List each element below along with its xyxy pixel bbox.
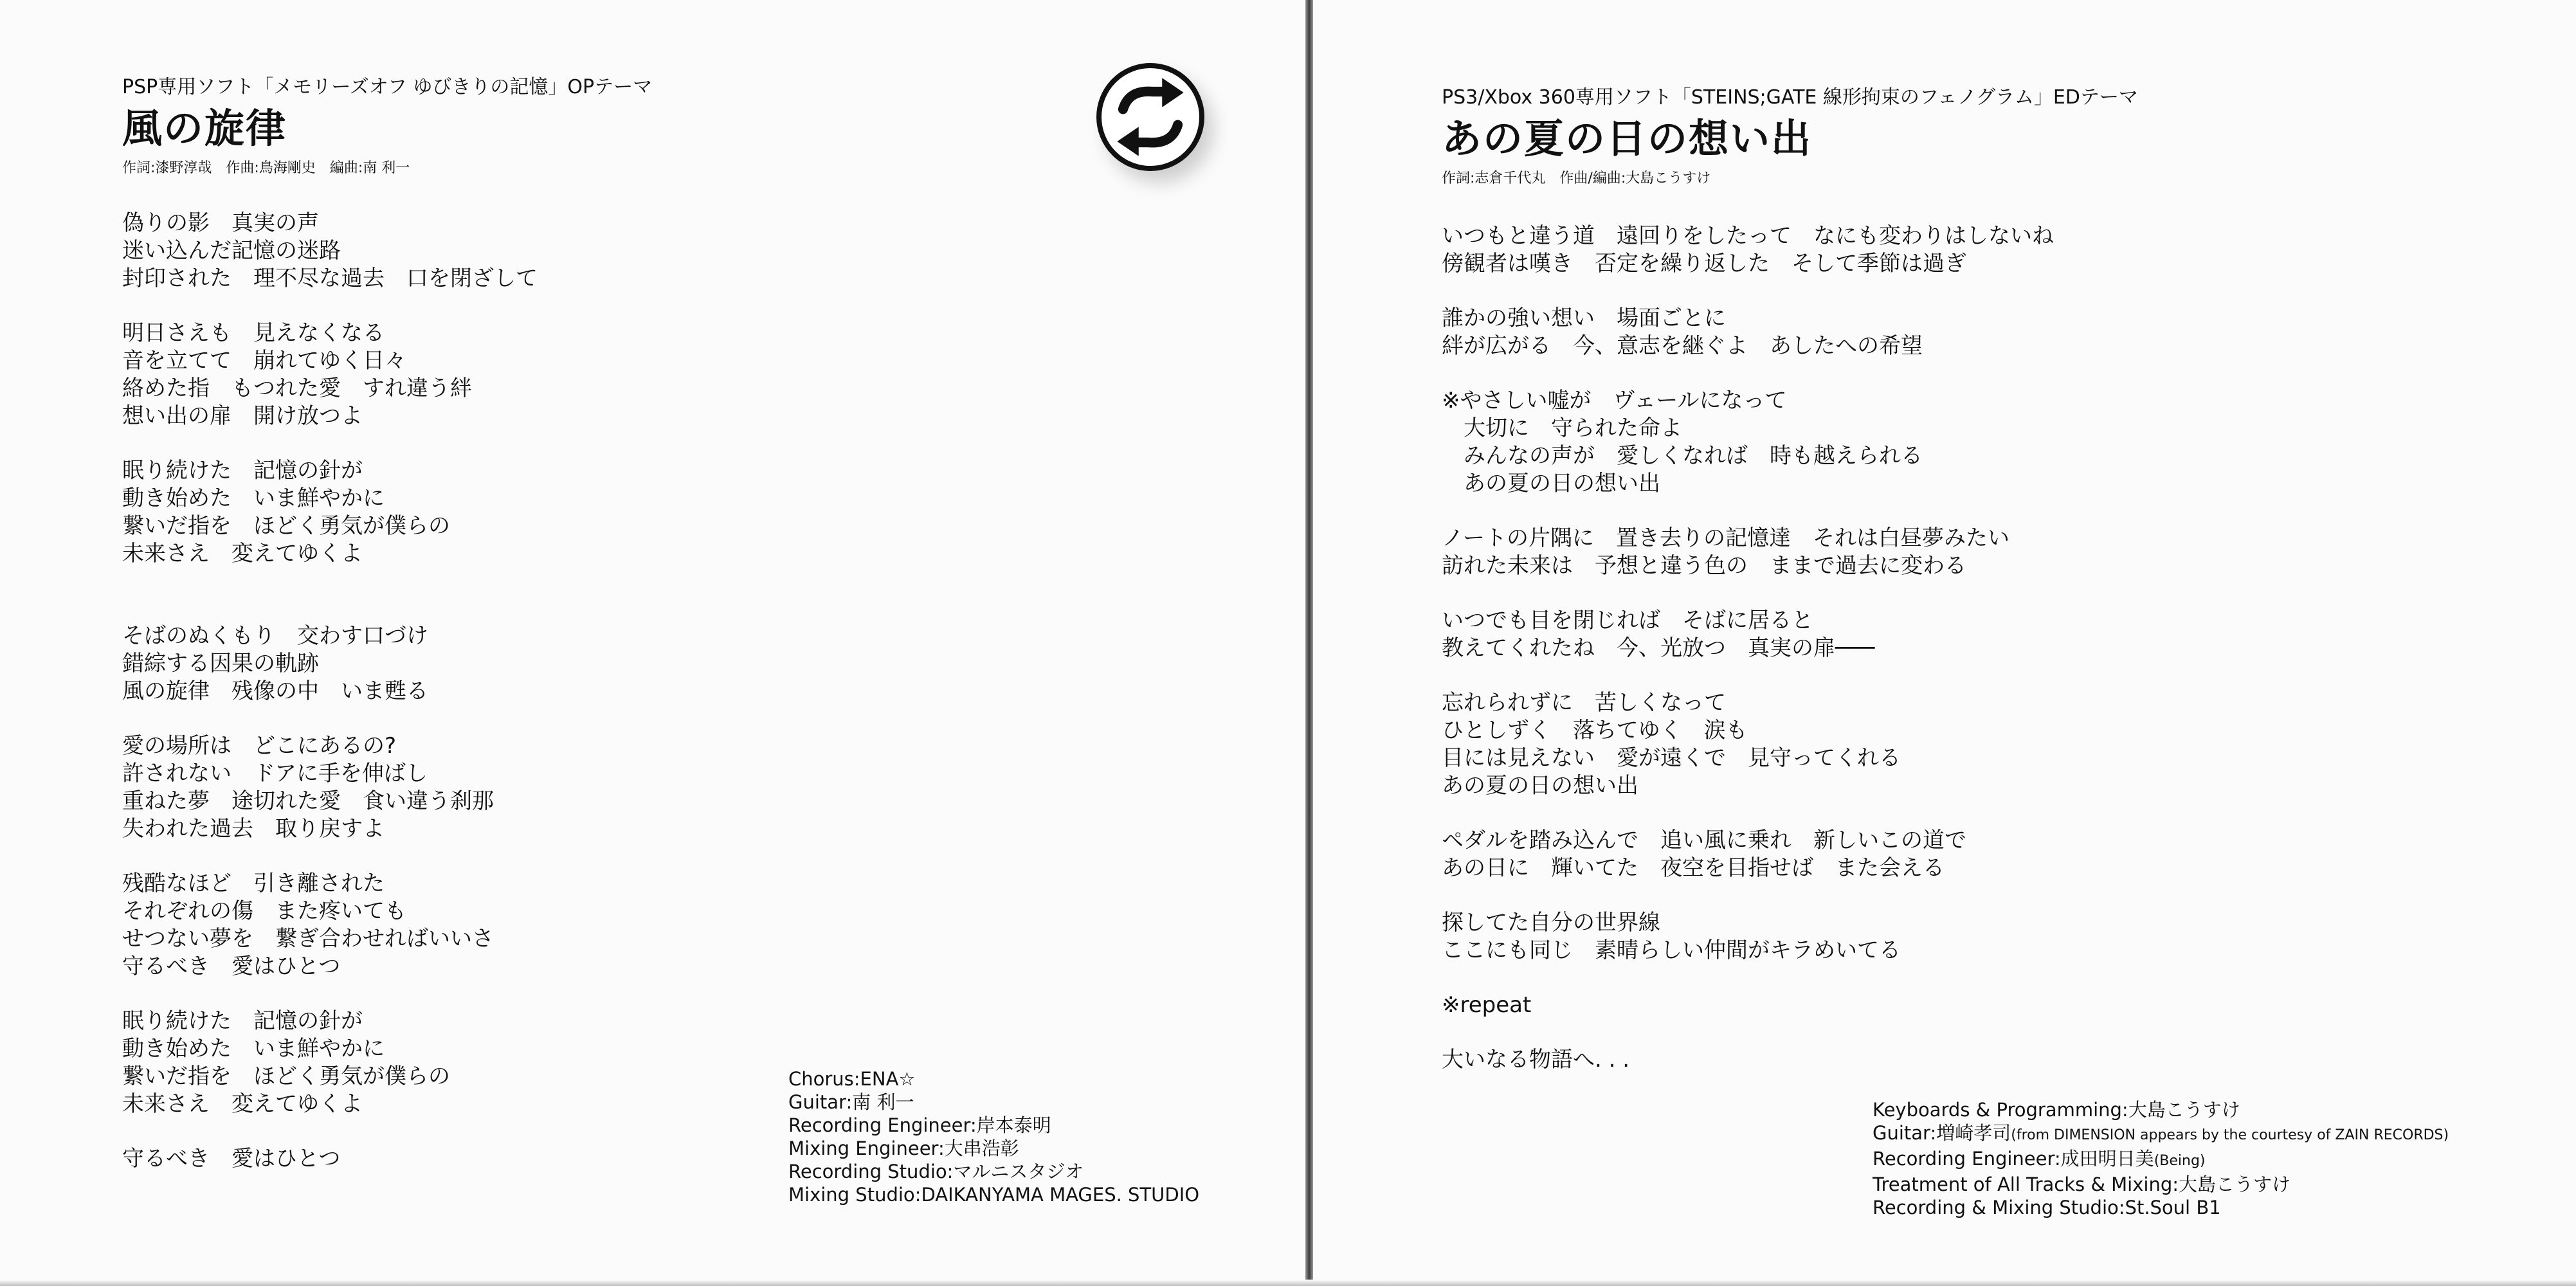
lyric-line: ひとしずく 落ちてゆく 涙も [1442, 718, 1748, 743]
left-staff-credits [788, 1067, 1199, 1206]
lyric-line: 失われた過去 取り戻すよ [122, 816, 385, 842]
lyrics-stanza [122, 732, 538, 843]
left-song-title: 風の旋律 [122, 105, 287, 152]
lyric-line: 動き始めた いま鮮やかに [122, 485, 385, 511]
left-lyrics [122, 210, 538, 1200]
staff-credit-line: Recording Studio:マルニスタジオ [788, 1161, 1084, 1182]
staff-credit-line: Mixing Engineer:大串浩彰 [788, 1137, 1019, 1159]
lyric-line: ノートの片隅に 置き去りの記憶達 それは白昼夢みたい [1442, 525, 2009, 551]
staff-recording-engineer-name: Recording Engineer:成田明日美 [1873, 1148, 2154, 1170]
right-song-subtitle: PS3/Xbox 360専用ソフト「STEINS;GATE 線形拘束のフェノグラム」EDテーマ [1442, 86, 2138, 109]
lyric-line: 未来さえ 変えてゆくよ [122, 1091, 363, 1117]
lyric-line: 想い出の扉 開け放つよ [122, 403, 363, 429]
page-bottom-edge [0, 1280, 2576, 1286]
lyric-line: 繋いだ指を ほどく勇気が僕らの [122, 513, 450, 539]
lyrics-stanza [1442, 689, 2054, 800]
lyric-line: 大切に 守られた命よ [1442, 415, 1682, 441]
lyrics-stanza [1442, 222, 2054, 278]
lyric-line: 音を立てて 崩れてゆく日々 [122, 348, 406, 374]
lyrics-stanza [1442, 1046, 2054, 1074]
lyric-line: いつもと違う道 遠回りをしたって なにも変わりはしないね [1442, 223, 2054, 249]
right-header [1442, 86, 2138, 188]
lyric-line: 絡めた指 もつれた愛 すれ違う絆 [122, 376, 472, 401]
lyric-line: いつでも目を閉じれば そばに居ると [1442, 608, 1813, 633]
lyric-line: 明日さえも 見えなくなる [122, 320, 385, 346]
lyric-line: 守るべき 愛はひとつ [122, 954, 341, 979]
lyric-line: 迷い込んだ記憶の迷路 [122, 238, 341, 264]
lyric-line: 重ねた夢 途切れた愛 食い違う刹那 [122, 788, 494, 814]
lyric-line: 守るべき 愛はひとつ [122, 1146, 341, 1172]
lyric-line: 誰かの強い想い 場面ごとに [1442, 305, 1726, 331]
lyrics-stanza [1442, 827, 2054, 882]
lyric-line: それぞれの傷 また疼いても [122, 898, 406, 924]
lyric-line: 絆が広がる 今、意志を継ぐよ あしたへの希望 [1442, 333, 1923, 359]
lyrics-stanza [1442, 525, 2054, 580]
left-header [122, 76, 652, 177]
lyrics-stanza [1442, 305, 2054, 360]
lyrics-stanza [1442, 607, 2054, 662]
staff-studio: Recording & Mixing Studio:St.Soul B1 [1873, 1197, 2221, 1218]
lyric-line: 訪れた未来は 予想と違う色の ままで過去に変わる [1442, 553, 1966, 579]
right-staff-credits [1873, 1098, 2449, 1219]
swap-arrows-icon [1096, 63, 1204, 171]
staff-credit-line: Recording Engineer:岸本泰明 [788, 1114, 1051, 1136]
lyrics-stanza [122, 457, 538, 568]
lyrics-stanza [122, 210, 538, 293]
lyric-line: 風の旋律 残像の中 いま甦る [122, 678, 428, 704]
lyric-line: 教えてくれたね 今、光放つ 真実の扉─── [1442, 635, 1875, 661]
lyric-line: みんなの声が 愛しくなれば 時も越えられる [1442, 443, 1923, 469]
lyric-line: あの夏の日の想い出 [1442, 773, 1638, 799]
left-song-credit: 作詞:漆野淳哉 作曲:鳥海剛史 編曲:南 利一 [122, 160, 410, 176]
lyric-line: 探してた自分の世界線 [1442, 910, 1660, 936]
lyrics-stanza [1442, 387, 2054, 498]
lyric-line: 偽りの影 真実の声 [122, 210, 319, 236]
right-page [1313, 0, 2576, 1286]
lyric-line: ※repeat [1442, 992, 1532, 1018]
lyric-line: 眠り続けた 記憶の針が [122, 458, 363, 484]
lyric-line: 未来さえ 変えてゆくよ [122, 541, 363, 566]
left-song-subtitle: PSP専用ソフト「メモリーズオフ ゆびきりの記憶」OPテーマ [122, 76, 653, 98]
lyric-line: 傍観者は嘆き 否定を繰り返した そして季節は過ぎ [1442, 251, 1966, 276]
lyric-line: 残酷なほど 引き離された [122, 871, 385, 896]
lyric-line: そばのぬくもり 交わす口づけ [122, 623, 428, 649]
lyric-line: 錯綜する因果の軌跡 [122, 651, 319, 676]
lyrics-stanza [122, 870, 538, 981]
lyrics-stanza [122, 1008, 538, 1118]
lyrics-stanza [1442, 909, 2054, 964]
staff-guitar-note: (from DIMENSION appears by the courtesy of ZAIN RECORDS) [2011, 1127, 2449, 1143]
lyric-line: ペダルを踏み込んで 追い風に乗れ 新しいこの道で [1442, 828, 1966, 853]
lyric-line: 繋いだ指を ほどく勇気が僕らの [122, 1064, 450, 1089]
lyric-line: 愛の場所は どこにあるの? [122, 733, 397, 759]
lyric-line: 眠り続けた 記憶の針が [122, 1008, 363, 1034]
lyric-line: せつない夢を 繋ぎ合わせればいいさ [122, 926, 494, 952]
lyric-line: 目には見えない 愛が遠くで 見守ってくれる [1442, 745, 1901, 771]
lyric-line: あの夏の日の想い出 [1442, 471, 1660, 496]
right-song-title: あの夏の日の想い出 [1442, 115, 1813, 162]
staff-credit-line: Chorus:ENA☆ [788, 1068, 916, 1090]
lyric-line: 封印された 理不尽な過去 口を閉ざして [122, 266, 538, 291]
lyric-line: ※やさしい嘘が ヴェールになって [1442, 388, 1787, 413]
lyric-line: ここにも同じ 素晴らしい仲間がキラめいてる [1442, 937, 1901, 963]
right-lyrics [1442, 222, 2054, 1101]
lyrics-stanza [122, 1145, 538, 1173]
lyrics-stanza [122, 320, 538, 430]
booklet-spine [1305, 0, 1313, 1286]
lyrics-stanza [1442, 992, 2054, 1019]
right-song-credit: 作詞:志倉千代丸 作曲/編曲:大島こうすけ [1442, 170, 1711, 186]
staff-credit-line: Mixing Studio:DAIKANYAMA MAGES. STUDIO [788, 1184, 1200, 1206]
lyric-line: 忘れられずに 苦しくなって [1442, 690, 1726, 716]
staff-credit-line: Guitar:南 利一 [788, 1091, 914, 1113]
lyric-line: あの日に 輝いてた 夜空を目指せば また会える [1442, 855, 1945, 881]
lyrics-stanza [122, 622, 538, 705]
staff-guitar [1873, 1121, 2449, 1147]
lyric-line: 動き始めた いま鮮やかに [122, 1036, 385, 1062]
staff-recording-engineer-note: (Being) [2154, 1153, 2206, 1169]
staff-keyboards: Keyboards & Programming:大島こうすけ [1873, 1099, 2240, 1121]
staff-recording-engineer [1873, 1147, 2449, 1173]
lyric-line: 許されない ドアに手を伸ばし [122, 761, 428, 786]
staff-treatment: Treatment of All Tracks & Mixing:大島こうすけ [1873, 1173, 2291, 1195]
staff-guitar-name: Guitar:増崎孝司 [1873, 1122, 2011, 1144]
lyric-line: 大いなる物語へ. . . [1442, 1047, 1630, 1073]
